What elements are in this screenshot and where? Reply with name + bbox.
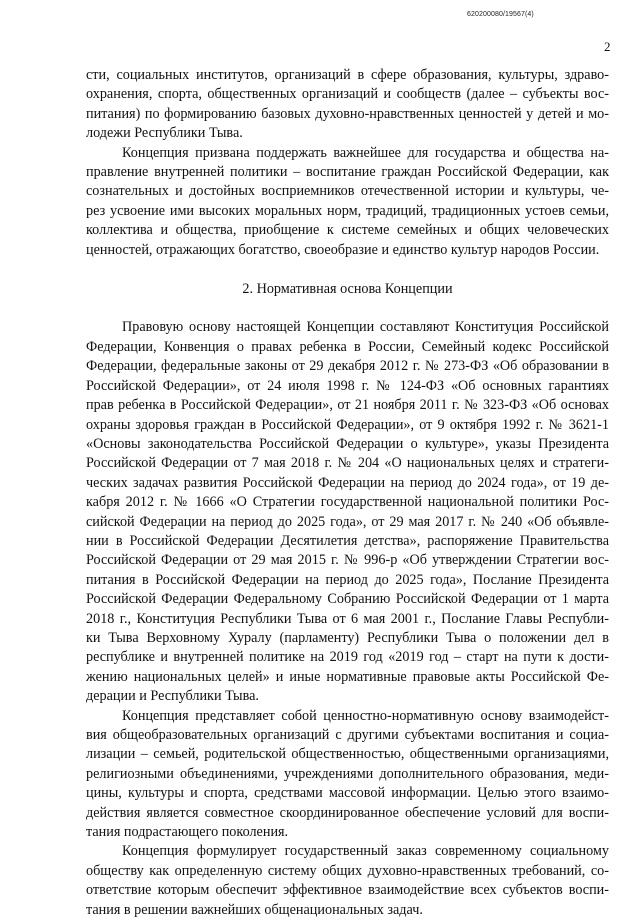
text-line: охраны здоровья граждан в Российской Федерации», от 9 октября 1992 г. № 3621-1 (86, 416, 609, 433)
text-line: охранения, спорта, общественных организаций и сообществ (далее – субъекты вос- (86, 86, 609, 103)
text-line: Концепция формулирует государственный заказ современному социальному (122, 843, 609, 860)
paragraph-state-order (86, 842, 609, 920)
text-line: вия общеобразовательных организаций с другими субъектами воспитания и социа- (86, 727, 609, 743)
document-body (86, 66, 609, 920)
text-line: прав ребенка в Российской Федерации», от 21 ноября 2011 г. № 323-ФЗ «Об основах (86, 397, 609, 414)
text-line: обществу как определенную систему общих духовно-нравственных требований, со- (86, 862, 609, 879)
paragraph-continuation (86, 66, 609, 144)
text-line: Российской Федерации от 7 мая 2018 г. № 204 «О национальных целях и стратеги- (86, 455, 609, 472)
text-line: ответствие которым обеспечит эффективное взаимодействие всех субъектов воспи- (86, 882, 609, 899)
text-line: Концепция призвана поддержать важнейшее для государства и общества на- (122, 144, 609, 161)
text-line: тания подрастающего поколения. (86, 824, 289, 841)
paragraph-concept-purpose (86, 144, 609, 260)
paragraph-legal-basis (86, 318, 609, 706)
text-line: Российской Федерации от 29 мая 2015 г. № 996-р «Об утверждении Стратегии вос- (86, 552, 609, 569)
text-line: сознательных и достойных восприемников отечественной истории и культуры, че- (86, 183, 609, 200)
text-line: религиозными объединениями, учреждениями дополнительного образования, меди- (86, 765, 609, 782)
text-line: республике и внутренней политике на 2019 год «2019 год – старт на пути к дости- (86, 649, 609, 666)
text-line: ки Тыва Верховному Хуралу (парламенту) Республики Тыва о положении дел в (86, 629, 609, 646)
text-line: Федерации, Конвенция о правах ребенка в России, Семейный кодекс Российской (86, 338, 609, 355)
section-heading: 2. Нормативная основа Концепции (242, 281, 453, 298)
text-line: сти, социальных институтов, организаций в сфере образования, культуры, здраво- (86, 67, 609, 83)
text-line: рез усвоение ими высоких моральных норм, традиций, традиционных устоев семьи, (86, 202, 609, 219)
text-line: Правовую основу настоящей Концепции составляют Конституция Российской (122, 319, 609, 336)
text-line: нии в Российской Федерации Десятилетия детства», распоряжение Правительства (86, 532, 609, 549)
document-id: 620200080/19567(4) (467, 11, 534, 18)
text-line: Российской Федерации Федеральному Собранию Российской Федерации от 1 марта (86, 591, 609, 608)
text-line: кабря 2012 г. № 1666 «О Стратегии государственной национальной политики Рос- (86, 494, 609, 511)
text-line: Концепция представляет собой ценностно-нормативную основу взаимодейст- (122, 707, 609, 724)
text-line: лодежи Республики Тыва. (86, 125, 243, 142)
text-line: сийской Федерации на период до 2025 года», от 29 мая 2017 г. № 240 «Об объявле- (86, 513, 609, 530)
text-line: «Основы законодательства Российской Федерации о культуре», указы Президента (86, 435, 609, 452)
text-line: ценностей, отражающих богатство, своеобразие и единство культур народов России. (86, 241, 600, 258)
text-line: правление внутренней политики – воспитание граждан Российской Федерации, как (86, 164, 609, 181)
text-line: питания в Российской Федерации на период до 2025 года», Послание Президента (86, 571, 609, 588)
paragraph-interaction (86, 707, 609, 843)
text-line: ческих задачах развития Российской Федерации на период до 2024 года», от 19 де- (86, 474, 609, 491)
text-line: жению национальных целей» и иные нормативные правовые акты Российской Фе- (86, 668, 609, 685)
text-line: лизации – семьей, родительской общественностью, общественными организациями, (86, 746, 609, 763)
text-line: действия является совместное скоординированное обеспечение условий для воспи- (86, 804, 609, 821)
text-line: Российской Федерации», от 24 июля 1998 г. № 124-ФЗ «Об основных гарантиях (86, 377, 609, 394)
page-number: 2 (604, 39, 611, 54)
text-line: Федерации, федеральные законы от 29 декабря 2012 г. № 273-ФЗ «Об образовании в (86, 358, 609, 375)
text-line: питания) по формированию базовых духовно-нравственных ценностей у детей и мо- (86, 105, 609, 122)
text-line: 2018 г., Конституция Республики Тыва от 6 мая 2001 г., Послание Главы Республи- (86, 610, 609, 627)
text-line: тания в решении важнейших общенациональных задач. (86, 901, 423, 918)
text-line: коллектива и общества, приобщение к системе семейных и общих человеческих (86, 222, 609, 239)
text-line: цины, культуры и спорта, средствами массовой информации. Целью этого взаимо- (86, 785, 609, 802)
text-line: дерации и Республики Тыва. (86, 688, 259, 705)
